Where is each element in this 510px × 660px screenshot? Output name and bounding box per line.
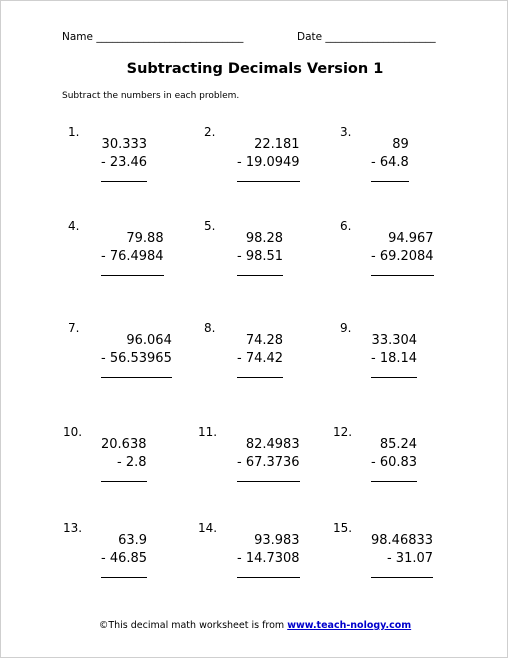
problem-body bbox=[101, 332, 172, 378]
problem-number: 10. bbox=[63, 425, 83, 439]
answer-line bbox=[237, 481, 300, 482]
answer-line bbox=[237, 275, 283, 276]
answer-line bbox=[237, 181, 300, 182]
date-field-label: Date _____________________ bbox=[297, 31, 436, 43]
answer-line bbox=[101, 181, 147, 182]
problem-body bbox=[101, 532, 147, 578]
problem-body bbox=[101, 436, 147, 482]
problem-8 bbox=[204, 321, 334, 391]
problem-12 bbox=[333, 425, 463, 495]
minuend: 74.28 bbox=[245, 333, 284, 348]
problem-number: 3. bbox=[340, 125, 352, 139]
problem-number: 7. bbox=[68, 321, 80, 335]
problem-body bbox=[237, 332, 283, 378]
problem-10 bbox=[63, 425, 193, 495]
problem-number: 15. bbox=[333, 521, 353, 535]
minuend: 96.064 bbox=[126, 333, 172, 348]
minuend: 22.181 bbox=[254, 137, 300, 152]
problem-13 bbox=[63, 521, 193, 591]
answer-line bbox=[371, 377, 417, 378]
problem-body bbox=[101, 230, 164, 276]
answer-line bbox=[101, 275, 164, 276]
minuend: 20.638 bbox=[101, 437, 147, 452]
answer-line bbox=[371, 275, 434, 276]
problem-number: 5. bbox=[204, 219, 216, 233]
problem-number: 13. bbox=[63, 521, 83, 535]
footer-text: ©This decimal math worksheet is from bbox=[98, 620, 288, 631]
answer-line bbox=[237, 577, 300, 578]
problem-15 bbox=[333, 521, 463, 591]
problem-9 bbox=[340, 321, 470, 391]
answer-line bbox=[101, 377, 172, 378]
problem-number: 11. bbox=[198, 425, 218, 439]
subtrahend: - 60.83 bbox=[371, 455, 418, 470]
problem-11 bbox=[198, 425, 328, 495]
answer-line bbox=[237, 377, 283, 378]
problem-4 bbox=[68, 219, 198, 289]
problem-body bbox=[237, 532, 300, 578]
page-title: Subtracting Decimals Version 1 bbox=[126, 61, 384, 77]
problem-body bbox=[371, 436, 417, 482]
problem-number: 4. bbox=[68, 219, 80, 233]
problem-body bbox=[101, 136, 147, 182]
subtrahend: - 31.07 bbox=[386, 551, 434, 566]
name-field-label: Name ____________________________ bbox=[62, 31, 244, 43]
problem-6 bbox=[340, 219, 470, 289]
footer-credit bbox=[1, 620, 509, 631]
problem-body bbox=[371, 136, 409, 182]
answer-line bbox=[371, 481, 417, 482]
minuend: 94.967 bbox=[388, 231, 434, 246]
problem-number: 1. bbox=[68, 125, 80, 139]
subtrahend: - 67.3736 bbox=[237, 455, 300, 470]
problem-7 bbox=[68, 321, 198, 391]
problem-number: 6. bbox=[340, 219, 352, 233]
minuend: 98.46833 bbox=[371, 533, 434, 548]
problem-body bbox=[371, 532, 433, 578]
subtrahend: - 69.2084 bbox=[371, 249, 434, 264]
answer-line bbox=[101, 577, 147, 578]
problem-number: 9. bbox=[340, 321, 352, 335]
instructions: Subtract the numbers in each problem. bbox=[62, 91, 240, 101]
subtrahend: - 2.8 bbox=[117, 455, 147, 470]
subtrahend: - 64.8 bbox=[371, 155, 409, 170]
subtrahend: - 19.0949 bbox=[237, 155, 300, 170]
answer-line bbox=[101, 481, 147, 482]
minuend: 63.9 bbox=[118, 533, 148, 548]
problem-body bbox=[237, 230, 283, 276]
problem-body bbox=[371, 230, 434, 276]
footer-link[interactable]: www.teach-nology.com bbox=[287, 620, 412, 631]
problem-14 bbox=[198, 521, 328, 591]
problem-3 bbox=[340, 125, 470, 195]
problem-body bbox=[237, 436, 300, 482]
minuend: 89 bbox=[392, 137, 409, 152]
subtrahend: - 14.7308 bbox=[237, 551, 300, 566]
minuend: 33.304 bbox=[371, 333, 418, 348]
subtrahend: - 18.14 bbox=[371, 351, 418, 366]
problem-body bbox=[371, 332, 417, 378]
problem-number: 14. bbox=[198, 521, 218, 535]
problem-5 bbox=[204, 219, 334, 289]
problem-number: 8. bbox=[204, 321, 216, 335]
subtrahend: - 74.42 bbox=[237, 351, 284, 366]
subtrahend: - 46.85 bbox=[101, 551, 148, 566]
problem-1 bbox=[68, 125, 198, 195]
minuend: 93.983 bbox=[254, 533, 300, 548]
minuend: 82.4983 bbox=[245, 437, 300, 452]
answer-line bbox=[371, 577, 433, 578]
subtrahend: - 76.4984 bbox=[101, 249, 164, 264]
subtrahend: - 98.51 bbox=[237, 249, 284, 264]
problem-number: 2. bbox=[204, 125, 216, 139]
problem-2 bbox=[204, 125, 334, 195]
minuend: 79.88 bbox=[126, 231, 164, 246]
problem-number: 12. bbox=[333, 425, 353, 439]
subtrahend: - 56.53965 bbox=[101, 351, 172, 366]
minuend: 30.333 bbox=[101, 137, 148, 152]
answer-line bbox=[371, 181, 409, 182]
minuend: 98.28 bbox=[245, 231, 284, 246]
subtrahend: - 23.46 bbox=[101, 155, 148, 170]
minuend: 85.24 bbox=[379, 437, 418, 452]
problem-body bbox=[237, 136, 300, 182]
